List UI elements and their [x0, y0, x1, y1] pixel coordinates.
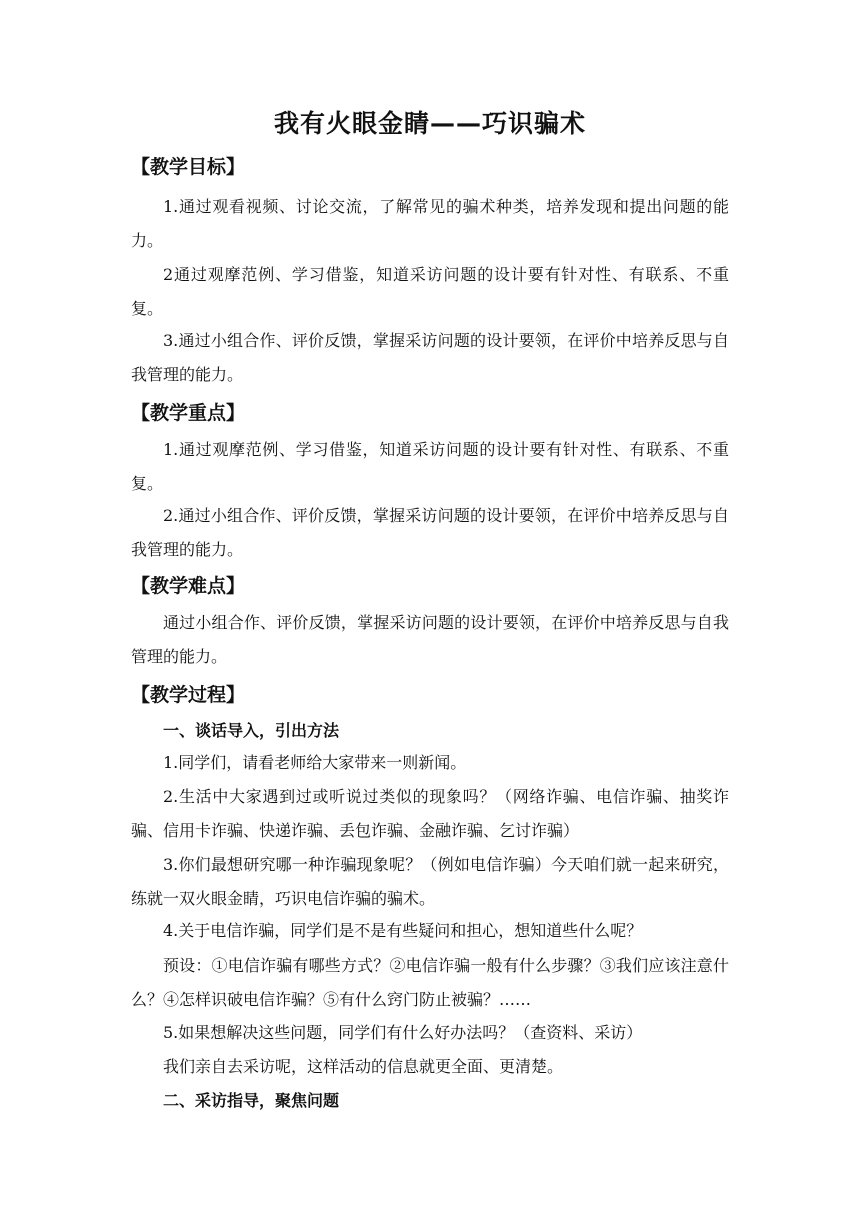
process-heading: 【教学过程】	[131, 684, 246, 706]
document-title: 我有火眼金睛——巧识骗术	[273, 109, 586, 138]
key-point-item-2: 2.通过小组合作、评价反馈，掌握采访问题的设计要领，在评价中培养反思与自我管理的能力。	[131, 506, 729, 559]
difficulty-item-1: 通过小组合作、评价反馈，掌握采访问题的设计要领，在评价中培养反思与自我管理的能力。	[131, 613, 729, 666]
process-item-2: 2.生活中大家遇到过或听说过类似的现象吗？（网络诈骗、电信诈骗、抽奖诈骗、信用卡诈骗、快递诈骗、丢包诈骗、金融诈骗、乞讨诈骗）	[131, 787, 729, 840]
key-points-heading: 【教学重点】	[131, 402, 246, 424]
process-item-1: 1.同学们，请看老师给大家带来一则新闻。	[163, 753, 467, 772]
process-part1-heading: 一、谈话导入，引出方法	[163, 721, 340, 740]
difficulties-heading: 【教学难点】	[131, 575, 246, 597]
process-item-3: 3.你们最想研究哪一种诈骗现象呢？（例如电信诈骗）今天咱们就一起来研究，练就一双火眼金睛，巧识电信诈骗的骗术。	[131, 855, 729, 908]
process-item-4: 4.关于电信诈骗，同学们是不是有些疑问和担心，想知道些什么呢？	[163, 921, 643, 940]
objective-item-3: 3.通过小组合作、评价反馈，掌握采访问题的设计要领，在评价中培养反思与自我管理的能力。	[131, 331, 729, 384]
key-point-item-1: 1.通过观摩范例、学习借鉴，知道采访问题的设计要有针对性、有联系、不重复。	[131, 440, 729, 493]
objectives-heading: 【教学目标】	[131, 156, 246, 178]
process-item-6: 5.如果想解决这些问题，同学们有什么好办法吗？（查资料、采访）	[163, 1023, 643, 1042]
objective-item-1: 1.通过观看视频、讨论交流，了解常见的骗术种类，培养发现和提出问题的能力。	[131, 197, 729, 250]
process-part2-heading: 二、采访指导，聚焦问题	[163, 1091, 340, 1110]
process-item-5: 预设：①电信诈骗有哪些方式？②电信诈骗一般有什么步骤？③我们应该注意什么？④怎样识破电信诈骗？⑤有什么窍门防止被骗？……	[131, 956, 729, 1009]
process-item-7: 我们亲自去采访呢，这样活动的信息就更全面、更清楚。	[163, 1057, 564, 1076]
objective-item-2: 2通过观摩范例、学习借鉴，知道采访问题的设计要有针对性、有联系、不重复。	[131, 265, 729, 318]
